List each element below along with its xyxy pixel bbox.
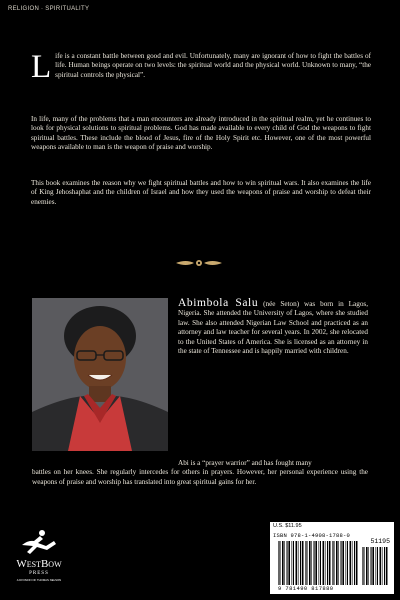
author-bio-1-text: was born in Lagos, Nigeria. She attended the University of Lagos, where she studied law. She also attended Nigerian Law School and practiced as an attorney and law teacher for several years. In 2002, she relocated to the United States of America. She is licensed as an attorney in the state of Tennessee and is happily married with children. bbox=[178, 300, 369, 356]
author-bio-2-first-line: Abi is a “prayer warrior” and has fought many bbox=[178, 459, 312, 467]
category-label: RELIGION · SPIRITUALITY bbox=[8, 6, 90, 12]
price-label: U.S. $11.95 bbox=[273, 523, 302, 529]
publisher-logo bbox=[8, 527, 70, 587]
publisher-press: PRESS bbox=[29, 571, 49, 576]
drop-cap: L bbox=[31, 49, 52, 85]
barcode-addon-bars bbox=[362, 547, 390, 585]
author-bio-2 bbox=[32, 459, 368, 487]
barcode-digits: 9 781490 817880 bbox=[278, 585, 334, 592]
publisher-name: WestBow bbox=[16, 558, 62, 570]
blurb-paragraph-1 bbox=[31, 49, 371, 85]
blurb-paragraph-1-text: ife is a constant battle between good and evil. Unfortunately, many are ignorant of how to fight the battles of life. Human beings operate on two levels: the spiritual world and the physical world. Unknown to many, “the spiritual controls the physical”. bbox=[55, 52, 371, 79]
author-bio-1 bbox=[178, 299, 368, 356]
barcode-panel bbox=[270, 522, 394, 594]
barcode-addon-number: 51195 bbox=[370, 538, 390, 545]
author-bio-2-text: battles on her knees. She regularly intercedes for others in prayers. However, her personal experience using the weapons of praise and worship has translated into great spiritual gains for her. bbox=[32, 468, 368, 486]
author-maiden-name: (née Seton) bbox=[263, 300, 300, 308]
barcode-bars bbox=[278, 541, 358, 585]
author-photo bbox=[32, 298, 168, 451]
blurb-paragraph-3: This book examines the reason why we fight spiritual battles and how to win spiritual wars. It also examines the life of King Jehoshaphat and the children of Israel and how they used the weapons of praise and worship to defeat their enemies. bbox=[31, 179, 371, 206]
blurb-paragraph-2: In life, many of the problems that a man encounters are already introduced in the spiritual realm, yet he continues to look for physical solutions to spiritual problems. God has made available to every child of God the weapons to fight spiritual battles. These include the blood of Jesus, fire of the Holy Spirit etc. However, one of the most powerful weapons available to man is the weapon of praise and worship. bbox=[31, 115, 371, 152]
publisher-runner-icon bbox=[8, 527, 70, 557]
isbn-label: ISBN 978-1-4908-1788-0 bbox=[273, 532, 351, 539]
ornament-divider-icon bbox=[174, 257, 224, 269]
author-name: Abimbola Salu bbox=[178, 297, 259, 309]
publisher-tagline: A DIVISION OF THOMAS NELSON bbox=[16, 578, 62, 582]
